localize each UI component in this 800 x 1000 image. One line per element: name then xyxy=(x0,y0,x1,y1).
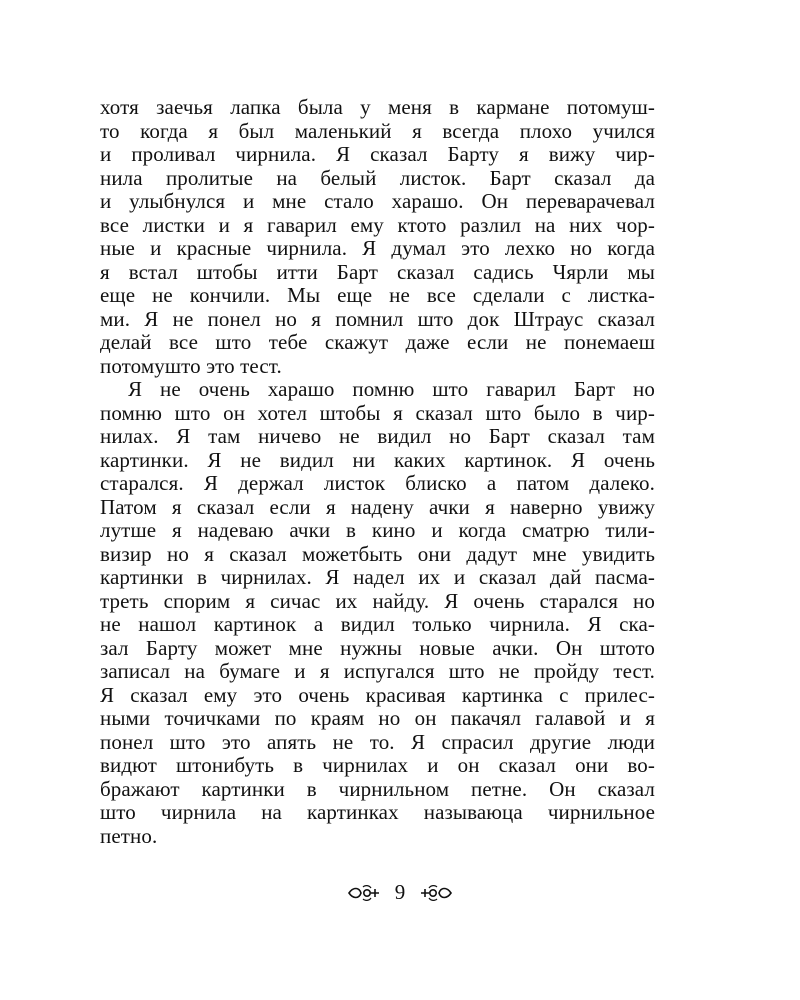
text-line: што чирнила на картинках называюца чирнильное xyxy=(100,800,655,824)
body-text xyxy=(100,96,655,848)
text-line: ные и красные чирнила. Я думал это лехко но когда xyxy=(100,236,655,260)
text-line: потомушто это тест. xyxy=(100,353,282,378)
text-line: Я сказал ему это очень красивая картинка с прилес- xyxy=(100,682,655,707)
text-line: еще не кончили. Мы еще не все сделали с листка- xyxy=(100,283,655,307)
text-line: нила пролитые на белый листок. Барт сказал да xyxy=(100,165,655,190)
text-line: я встал штобы итти Барт сказал садись Чярли мы xyxy=(100,259,655,284)
text-line: треть спорим я сичас их найду. Я очень старался но xyxy=(100,588,655,613)
text-line: визир но я сказал можетбыть они дадут мне увидить xyxy=(100,541,655,566)
floral-ornament-left-icon xyxy=(347,883,381,903)
text-line: понел што это апять не то. Я спрасил другие люди xyxy=(100,729,655,754)
text-line: петно. xyxy=(100,823,158,848)
text-line: ными точичками по краям но он пакачял галавой и я xyxy=(100,706,655,730)
text-line: бражают картинки в чирнильном петне. Он сказал xyxy=(100,776,655,801)
text-line: картинки. Я не видил ни каких картинок. Я очень xyxy=(100,447,655,472)
text-line: и улыбнулся и мне стало харашо. Он переварачевал xyxy=(100,189,655,213)
text-line: видют штонибуть в чирнилах и он сказал они во- xyxy=(100,753,655,777)
text-line: нилах. Я там ничево не видил но Барт сказал там xyxy=(100,424,655,448)
text-line: старался. Я держал листок блиско а патом далеко. xyxy=(100,471,655,495)
page-footer xyxy=(0,880,800,905)
text-line: делай все што тебе скажут даже если не понемаеш xyxy=(100,330,655,354)
text-line: и проливал чирнила. Я сказал Барту я вижу чир- xyxy=(100,142,655,166)
text-line: помню што он хотел штобы я сказал што было в чир- xyxy=(100,400,655,425)
text-line: Я не очень харашо помню што гаварил Барт но xyxy=(128,377,655,401)
text-line: Патом я сказал если я надену ачки я наверно увижу xyxy=(100,494,655,519)
floral-ornament-right-icon xyxy=(419,883,453,903)
text-line: все листки и я гаварил ему ктото разлил на них чор- xyxy=(100,212,655,237)
text-line: картинки в чирнилах. Я надел их и сказал дай пасма- xyxy=(100,565,655,589)
text-line: то когда я был маленький я всегда плохо учился xyxy=(100,118,655,143)
text-line: не нашол картинок а видил только чирнила. Я ска- xyxy=(100,612,655,636)
text-line: записал на бумаге и я испугался што не пройду тест. xyxy=(100,659,655,683)
text-line: лутше я надеваю ачки в кино и когда сматрю тили- xyxy=(100,518,655,542)
page-number: 9 xyxy=(394,880,406,904)
text-line: хотя заечья лапка была у меня в кармане потомуш- xyxy=(100,95,655,119)
text-line: ми. Я не понел но я помнил што док Штраус сказал xyxy=(100,306,655,331)
text-line: зал Барту может мне нужны новые ачки. Он штото xyxy=(100,635,655,660)
